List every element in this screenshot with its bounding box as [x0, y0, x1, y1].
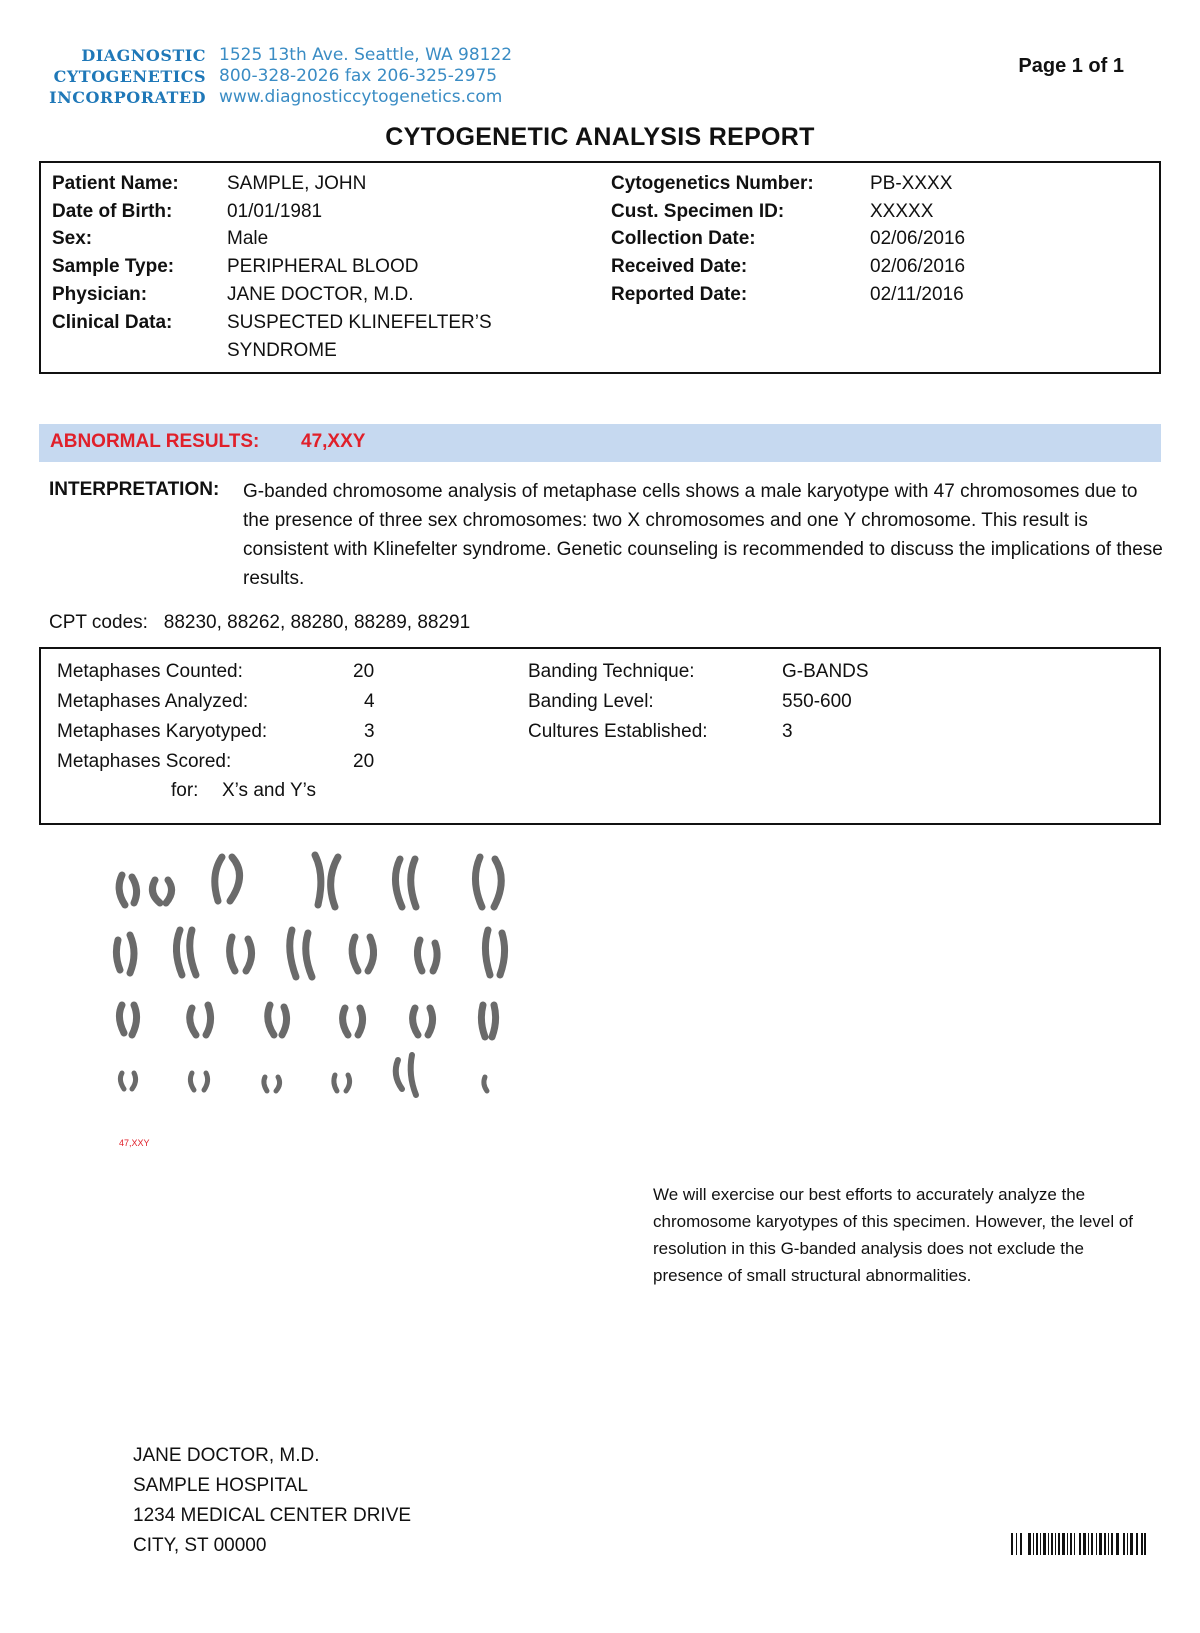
cust-specimen-id-label: Cust. Specimen ID: [611, 201, 785, 222]
cpt-codes-value: 88230, 88262, 88280, 88289, 88291 [163, 612, 471, 633]
interpretation-label: INTERPRETATION: [49, 479, 220, 500]
collection-date-label: Collection Date: [611, 228, 756, 249]
cultures-established-label: Cultures Established: [528, 721, 708, 742]
banding-technique-value: G-BANDS [782, 661, 869, 682]
dob-label: Date of Birth: [52, 201, 173, 222]
reported-date-value: 02/11/2016 [870, 284, 964, 305]
dob-value: 01/01/1981 [227, 201, 323, 222]
received-date-value: 02/06/2016 [870, 256, 966, 277]
clinical-data-label: Clinical Data: [52, 312, 173, 333]
address-line-1: JANE DOCTOR, M.D. [133, 1445, 320, 1466]
cust-specimen-id-value: XXXXX [870, 201, 934, 222]
address-line-4: CITY, ST 00000 [133, 1535, 267, 1556]
metaphases-scored-label: Metaphases Scored: [57, 751, 232, 772]
report-title: CYTOGENETIC ANALYSIS REPORT [385, 123, 815, 151]
banding-technique-label: Banding Technique: [528, 661, 695, 682]
physician-value: JANE DOCTOR, M.D. [227, 284, 414, 305]
cpt-codes [49, 612, 470, 634]
patient-name-value: SAMPLE, JOHN [227, 173, 367, 194]
page-number: Page 1 of 1 [1018, 55, 1124, 77]
logo-word-cytogenetics: CYTOGENETICS [53, 67, 206, 86]
karyogram-label: 47,XXY [119, 1138, 150, 1148]
metaphases-analyzed-value: 4 [364, 691, 375, 712]
reported-date-label: Reported Date: [611, 284, 748, 305]
logo-word-diagnostic: DIAGNOSTIC [81, 46, 206, 65]
sex-label: Sex: [52, 228, 93, 249]
clinical-data-value-line1: SUSPECTED KLINEFELTER’S [227, 312, 492, 333]
cyto-number-label: Cytogenetics Number: [611, 173, 814, 194]
karyogram-image [110, 845, 530, 1145]
abnormal-results-bar [39, 424, 1161, 462]
scored-for-label: for: [171, 780, 199, 801]
metaphases-counted-value: 20 [353, 661, 375, 682]
logo-word-incorporated: INCORPORATED [49, 88, 206, 107]
physician-label: Physician: [52, 284, 148, 305]
banding-level-label: Banding Level: [528, 691, 654, 712]
received-date-label: Received Date: [611, 256, 748, 277]
sex-value: Male [227, 228, 269, 249]
cpt-codes-label: CPT codes: [49, 612, 148, 633]
barcode [1011, 1533, 1146, 1555]
address-line-3: 1234 MEDICAL CENTER DRIVE [133, 1505, 412, 1526]
abnormal-results-label: ABNORMAL RESULTS: [50, 431, 260, 452]
metaphases-karyotyped-value: 3 [364, 721, 375, 742]
metaphases-counted-label: Metaphases Counted: [57, 661, 243, 682]
cultures-established-value: 3 [782, 721, 793, 742]
abnormal-results-value: 47,XXY [301, 431, 366, 452]
scored-for-value: X’s and Y’s [222, 780, 317, 801]
metaphases-karyotyped-label: Metaphases Karyotyped: [57, 721, 268, 742]
patient-name-label: Patient Name: [52, 173, 179, 194]
patient-info-box [39, 161, 1161, 374]
metaphases-analyzed-label: Metaphases Analyzed: [57, 691, 249, 712]
company-website[interactable]: www.diagnosticcytogenetics.com [219, 87, 503, 107]
interpretation-text: G-banded chromosome analysis of metaphase cells shows a male karyotype with 47 chromosomes due to the presence of three sex chromosomes: two X chromosomes and one Y chromosome. This result is consistent with Klinefelter syndrome. Genetic counseling is recommended to discuss the implications of these results. [243, 481, 1163, 589]
company-address: 1525 13th Ave. Seattle, WA 98122 [219, 45, 513, 65]
clinical-data-value-line2: SYNDROME [227, 340, 337, 361]
cyto-number-value: PB-XXXX [870, 173, 953, 194]
sample-type-value: PERIPHERAL BLOOD [227, 256, 419, 277]
collection-date-value: 02/06/2016 [870, 228, 966, 249]
metaphases-scored-value: 20 [353, 751, 375, 772]
sample-type-label: Sample Type: [52, 256, 175, 277]
company-phone: 800-328-2026 fax 206-325-2975 [219, 66, 498, 86]
disclaimer-text: We will exercise our best efforts to accurately analyze the chromosome karyotypes of this specimen. However, the level of resolution in this G-banded analysis does not exclude the presence of small structural abnormalities. [653, 1185, 1133, 1285]
banding-level-value: 550-600 [782, 691, 852, 712]
mailing-address [133, 1441, 411, 1561]
address-line-2: SAMPLE HOSPITAL [133, 1475, 308, 1496]
